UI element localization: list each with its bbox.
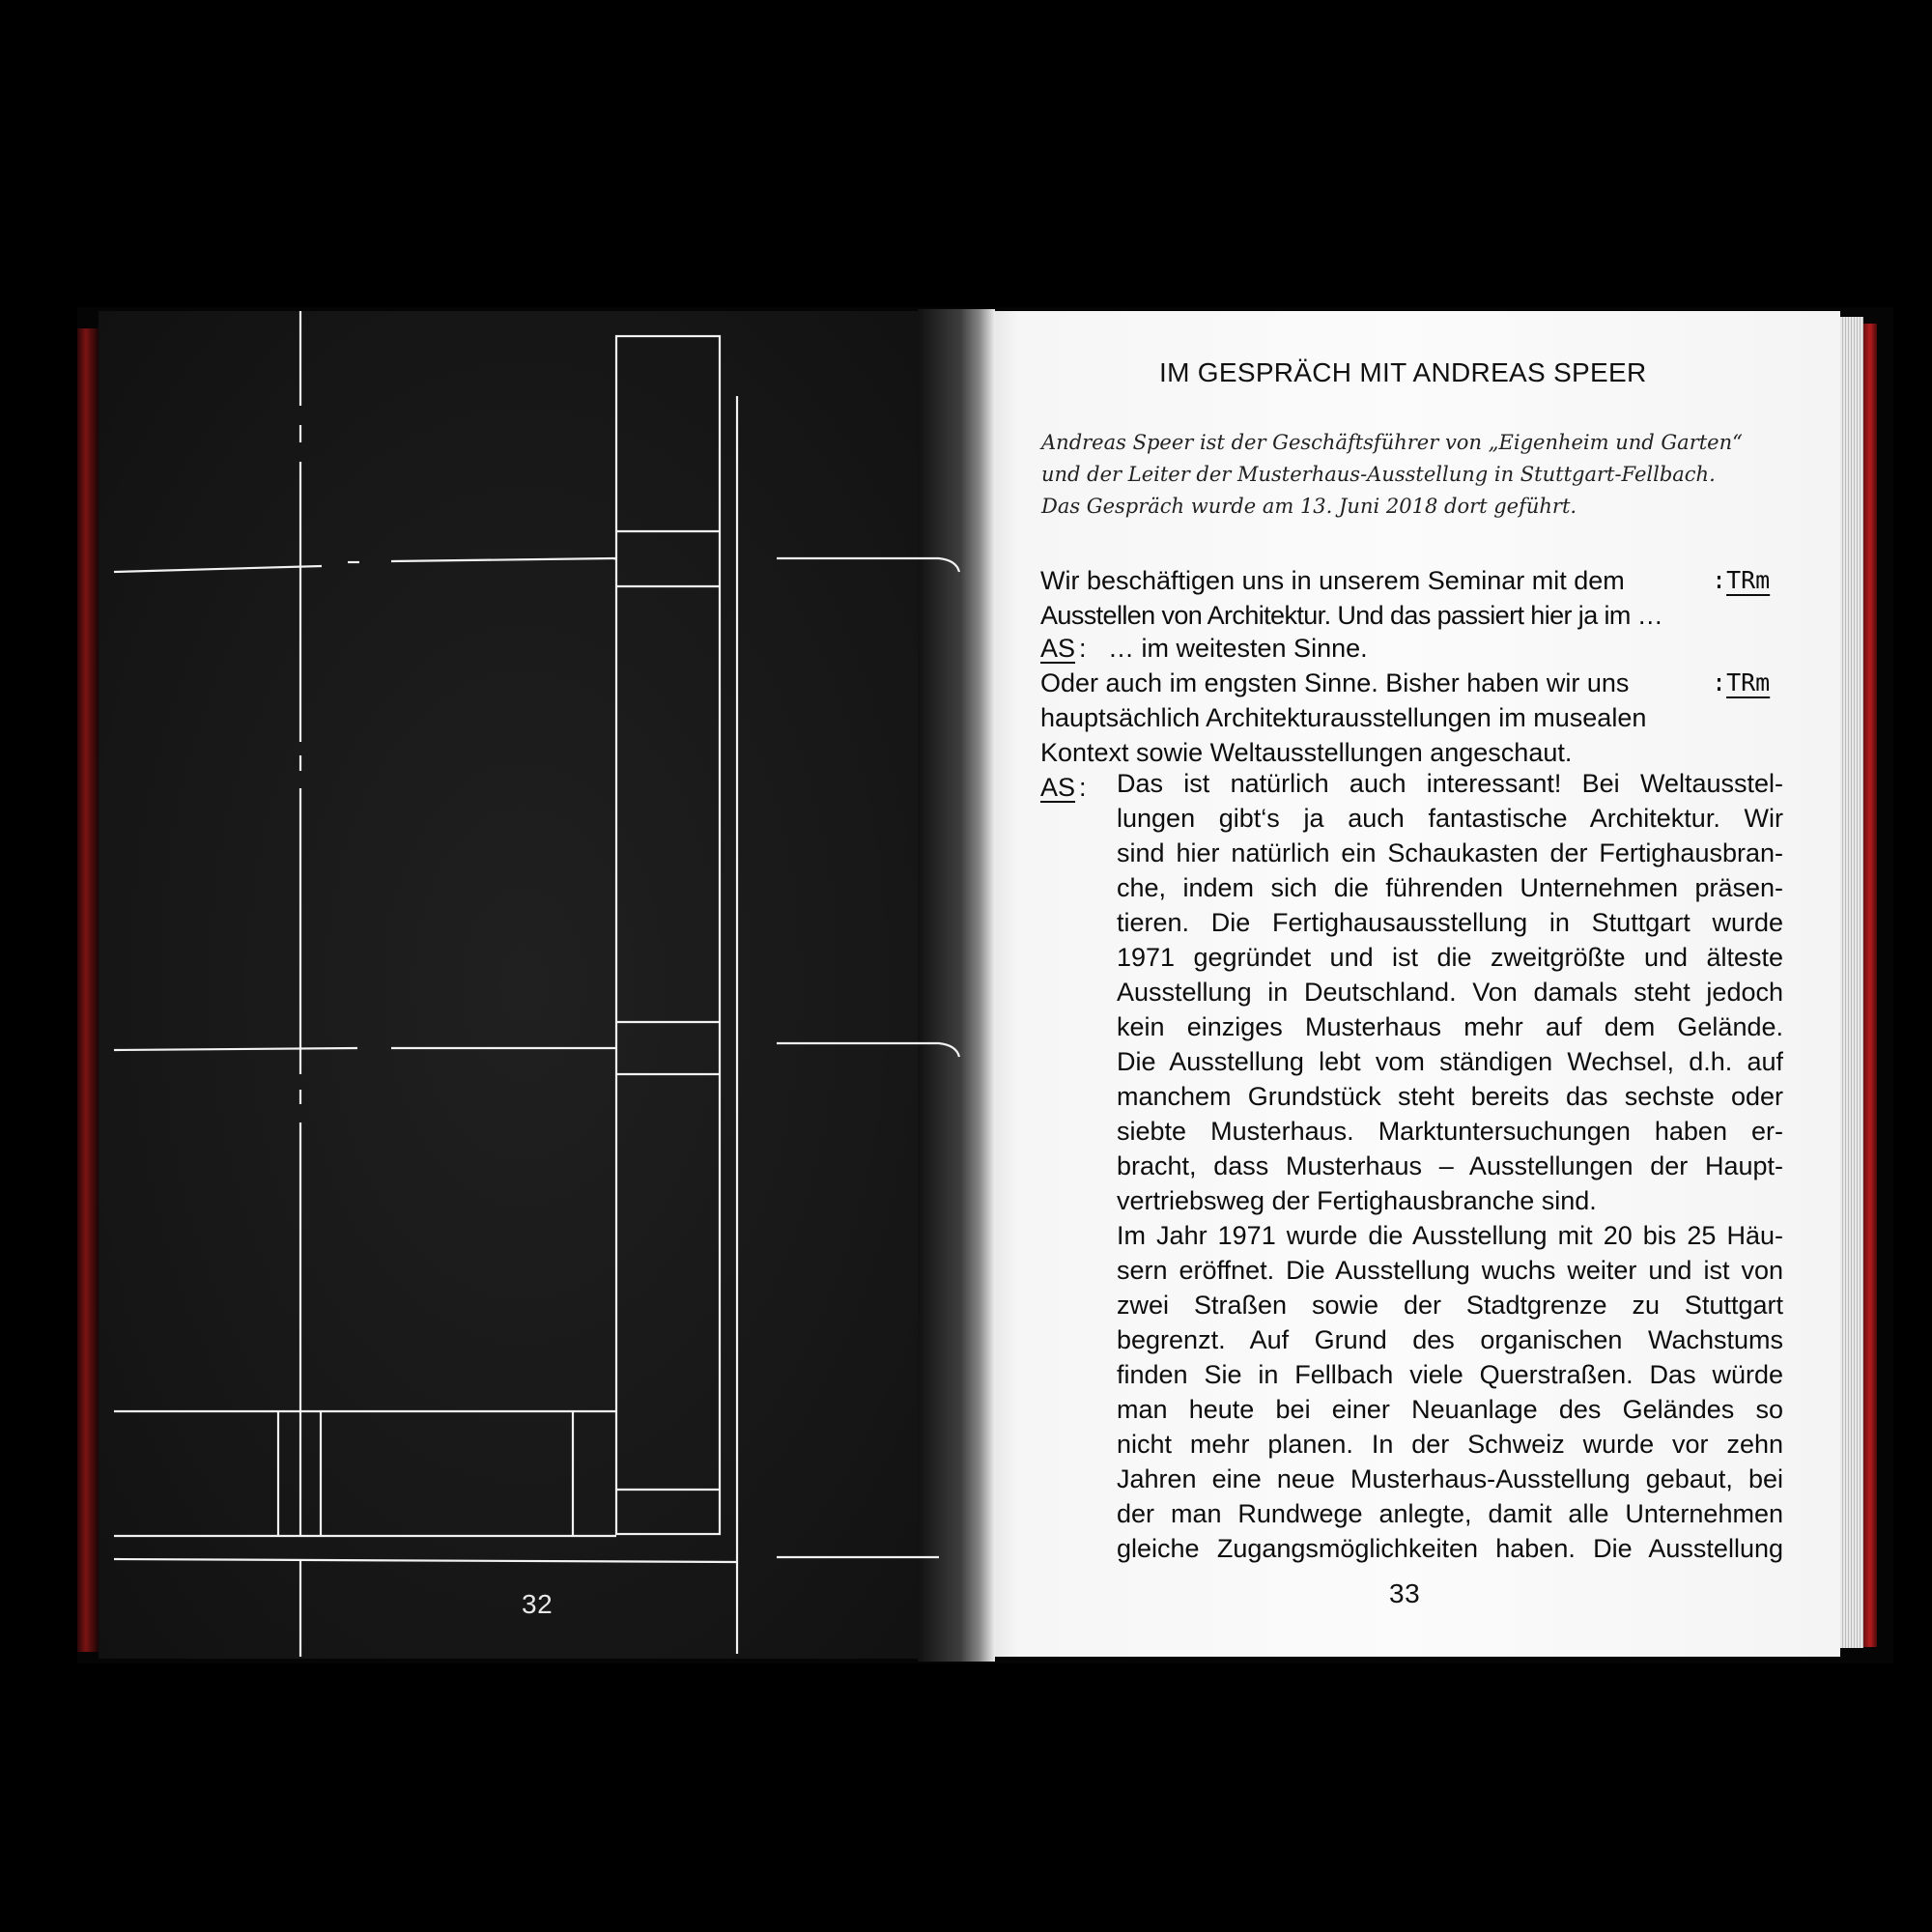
answer-2-line: manchem Grundstück steht bereits das sechste oder xyxy=(1117,1082,1783,1111)
answer-2-line: che, indem sich die führenden Unternehmen präsen- xyxy=(1117,873,1783,902)
answer-2-line: lungen gibt‘s ja auch fantastische Architektur. Wir xyxy=(1117,804,1783,833)
plan-road-lower xyxy=(114,1559,737,1562)
plan-road-middle xyxy=(114,1048,357,1050)
page-number-left: 32 xyxy=(522,1589,554,1619)
answer-1-text: … im weitesten Sinne. xyxy=(1108,634,1368,663)
intro-line: Das Gespräch wurde am 13. Juni 2018 dort geführt. xyxy=(1041,495,1577,518)
answer-2-line: Ausstellung in Deutschland. Von damals steht jedoch xyxy=(1117,978,1783,1007)
speaker-tag-trm xyxy=(1712,566,1770,594)
answer-2-line: zwei Straßen sowie der Stadtgrenze zu Stuttgart xyxy=(1117,1291,1783,1320)
question-2-line-3: Kontext sowie Weltausstellungen angeschaut. xyxy=(1040,738,1573,767)
answer-2-line: bracht, dass Musterhaus – Ausstellungen der Haupt- xyxy=(1117,1151,1783,1180)
question-2-line-2: hauptsächlich Architekturausstellungen im musealen xyxy=(1040,703,1647,732)
answer-2-line: sind hier natürlich ein Schaukasten der Fertighausbran- xyxy=(1117,838,1783,867)
answer-2-line: begrenzt. Auf Grund des organischen Wachstums xyxy=(1117,1325,1783,1354)
question-1-line-2: Ausstellen von Architektur. Und das passiert hier ja im … xyxy=(1040,601,1663,630)
question-2-line-1: Oder auch im engsten Sinne. Bisher haben wir uns xyxy=(1040,668,1630,697)
answer-2-line: gleiche Zugangsmöglichkeiten haben. Die Ausstellung xyxy=(1117,1534,1783,1563)
answer-2-line: sern eröffnet. Die Ausstellung wuchs weiter und ist von xyxy=(1117,1256,1783,1285)
answer-2-line: nicht mehr planen. In der Schweiz wurde vor zehn xyxy=(1117,1430,1783,1459)
answer-2-line: kein einziges Musterhaus mehr auf dem Gelände. xyxy=(1117,1012,1783,1041)
answer-2-line: siebte Musterhaus. Marktuntersuchungen haben er- xyxy=(1117,1117,1783,1146)
answer-2-line: 1971 gegründet und ist die zweitgrößte und älteste xyxy=(1117,943,1783,972)
answer-2-line: Das ist natürlich auch interessant! Bei Weltausstel- xyxy=(1117,769,1783,798)
answer-2-line: Im Jahr 1971 wurde die Ausstellung mit 20 bis 25 Häu- xyxy=(1117,1221,1783,1250)
speaker-colon: : xyxy=(1079,634,1087,663)
tag-colon: : xyxy=(1712,668,1727,696)
intro-line: Andreas Speer ist der Geschäftsführer von „Eigenheim und Garten“ xyxy=(1041,431,1743,454)
page-number-right: 33 xyxy=(1389,1578,1421,1608)
answer-2-line: Jahren eine neue Musterhaus-Ausstellung gebaut, bei xyxy=(1117,1464,1783,1493)
interview-heading: IM GESPRÄCH MIT ANDREAS SPEER xyxy=(1159,357,1647,387)
answer-2-line: finden Sie in Fellbach viele Querstraßen. Das würde xyxy=(1117,1360,1783,1389)
answer-2-line: tieren. Die Fertighausausstellung in Stuttgart wurde xyxy=(1117,908,1783,937)
tag-trm-label: TRm xyxy=(1726,566,1771,594)
speaker-tag-trm xyxy=(1712,668,1770,696)
answer-2-line: man heute bei einer Neuanlage des Geländes so xyxy=(1117,1395,1783,1424)
plan-building-strip xyxy=(616,336,720,1534)
answer-2-line: vertriebsweg der Fertighausbranche sind. xyxy=(1117,1186,1597,1215)
interview-intro xyxy=(1041,427,1833,523)
tag-colon: : xyxy=(1712,566,1727,594)
speaker-as-label: AS xyxy=(1040,634,1076,663)
answer-2-line: der man Rundwege anlegte, damit alle Unternehmen xyxy=(1117,1499,1783,1528)
plan-road-upper xyxy=(114,566,322,572)
speaker-colon: : xyxy=(1079,773,1087,802)
tag-trm-label: TRm xyxy=(1726,668,1771,696)
speaker-as-label: AS xyxy=(1040,773,1076,802)
question-1-line-1: Wir beschäftigen uns in unserem Seminar mit dem xyxy=(1040,566,1625,595)
intro-line: und der Leiter der Musterhaus-Ausstellung in Stuttgart-Fellbach. xyxy=(1041,463,1716,486)
answer-2-line: Die Ausstellung lebt vom ständigen Wechsel, d.h. auf xyxy=(1117,1047,1783,1076)
